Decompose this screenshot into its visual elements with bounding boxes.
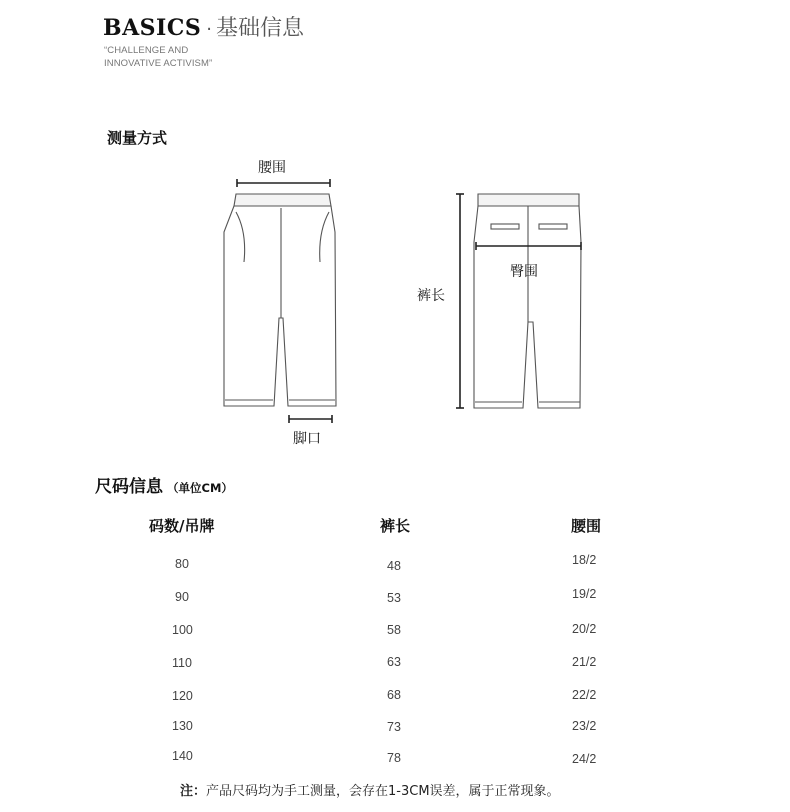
measure-title: 测量方式 <box>107 129 168 147</box>
cell-length: 48 <box>387 559 401 573</box>
size-info-title-text: 尺码信息 <box>95 477 163 497</box>
brand-name-en: BASICS <box>103 15 202 41</box>
pants-front-view <box>224 194 336 406</box>
column-header-waist: 腰围 <box>571 517 602 535</box>
cell-length: 73 <box>387 720 401 734</box>
size-info-title <box>95 472 233 497</box>
pants-back-view <box>474 194 581 408</box>
cell-waist: 20/2 <box>572 622 597 636</box>
cell-size: 90 <box>175 590 189 604</box>
cell-length: 53 <box>387 591 401 605</box>
cell-waist: 18/2 <box>572 553 597 567</box>
cell-waist: 23/2 <box>572 719 597 733</box>
label-waist: 腰围 <box>258 160 286 176</box>
note-lead: 注： <box>180 784 207 799</box>
slogan-line-1: “CHALLENGE AND <box>104 45 189 56</box>
cell-size: 100 <box>172 623 193 637</box>
column-header-length: 裤长 <box>380 517 411 535</box>
label-length: 裤长 <box>417 288 445 304</box>
label-hip: 臀围 <box>510 264 538 280</box>
brand-separator: · <box>206 19 212 40</box>
measurement-note <box>180 780 560 799</box>
cell-size: 120 <box>172 689 193 703</box>
column-header-size: 码数/吊牌 <box>149 517 215 535</box>
cell-waist: 22/2 <box>572 688 597 702</box>
cell-size: 110 <box>172 656 192 670</box>
note-text: 产品尺码均为手工测量，会存在1-3CM误差，属于正常现象。 <box>206 784 560 799</box>
slogan-line-2: INNOVATIVE ACTIVISM” <box>104 58 213 69</box>
cell-waist: 21/2 <box>572 655 597 669</box>
cell-length: 78 <box>387 751 401 765</box>
cell-length: 63 <box>387 655 401 669</box>
cell-waist: 24/2 <box>572 752 597 766</box>
cell-length: 68 <box>387 688 401 702</box>
brand-name-cn: 基础信息 <box>215 16 304 41</box>
cell-length: 58 <box>387 623 401 637</box>
size-info-unit: （单位CM） <box>167 481 233 495</box>
label-hem: 脚口 <box>293 431 321 447</box>
cell-waist: 19/2 <box>572 587 597 601</box>
cell-size: 130 <box>172 719 193 733</box>
cell-size: 80 <box>175 557 189 571</box>
cell-size: 140 <box>172 749 193 763</box>
